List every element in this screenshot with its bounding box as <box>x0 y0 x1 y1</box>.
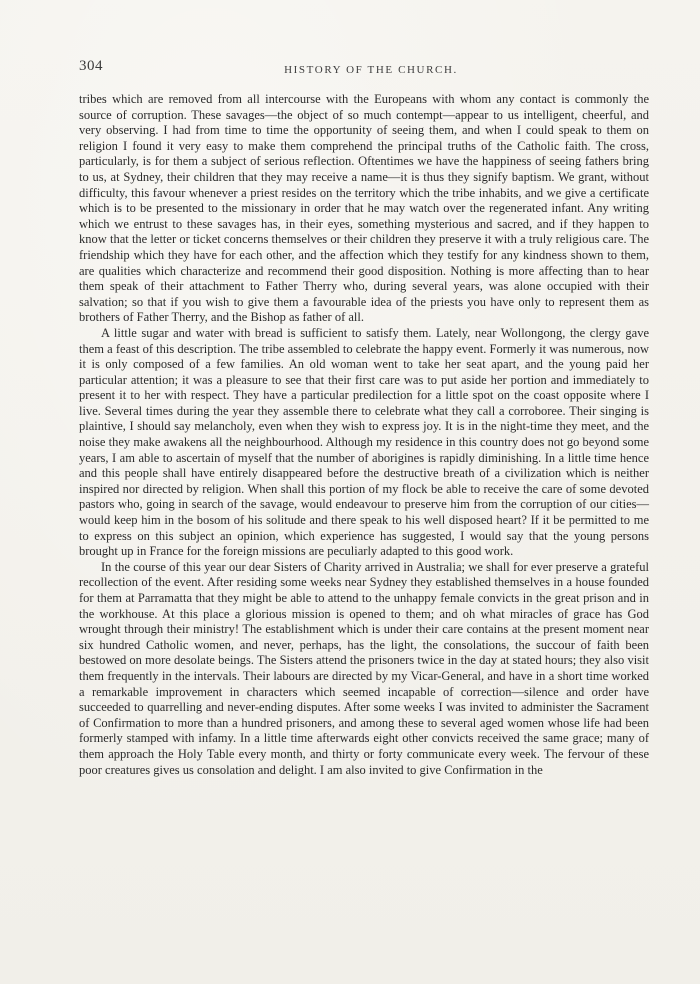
paragraph: In the course of this year our dear Sisters of Charity arrived in Australia; we shall for ever preserve a grateful recollection of the event. After residing some weeks near Sydney they established themselves in a house founded for them at Parramatta that they might be able to attend to the unhappy female convicts in the great prison and in the workhouse. At this place a glorious mission is opened to them; and oh what miracles of grace has God wrought through their ministry! The establishment which is under their care contains at the present moment near six hundred Catholic women, and never, perhaps, has the light, the consolations, the succour of faith been bestowed on more desolate beings. The Sisters attend the prisoners twice in the day at stated hours; they also visit them frequently in the intervals. Their labours are directed by my Vicar-General, and have in a short time worked a remarkable improvement in characters which seemed incapable of correction—silence and order have succeeded to quarrelling and never-ending disputes. After some weeks I was invited to administer the Sacrament of Confirmation to more than a hundred prisoners, and among these to several aged women whose life had been formerly stamped with infamy. In a little time afterwards eight other convicts received the same grace; many of them approach the Holy Table every month, and thirty or forty communicate every week. The fervour of these poor creatures gives us consolation and delight. I am also invited to give Confirmation in the <box>79 559 649 777</box>
page-number: 304 <box>79 58 103 74</box>
running-title: HISTORY OF THE CHURCH. <box>284 64 458 76</box>
body-text <box>79 92 649 778</box>
paragraph: tribes which are removed from all intercourse with the Europeans with whom any contact is commonly the source of corruption. These savages—the object of so much contempt—appear to us intelligent, cheerful, and very observing. I had from time to time the opportunity of seeing them, and when I could speak to them on religion I found it very easy to make them comprehend the principal truths of the Catholic faith. The cross, particularly, is for them a subject of serious reflection. Oftentimes we have the happiness of seeing fathers bring to us, at Sydney, their children that they may receive a name—it is thus they signify baptism. We grant, without difficulty, this favour whenever a priest resides on the territory which the tribe inhabits, and we give a certificate which is to be presented to the missionary in order that he may watch over the regenerated infant. Any writing which we entrust to these savages has, in their eyes, something mysterious and sacred, and if they happen to know that the letter or ticket concerns themselves or their children they preserve it with a truly religious care. The friendship which they have for each other, and the affection which they testify for any kindness shown to them, are qualities which characterize and recommend their good disposition. Nothing is more affecting than to hear them speak of their attachment to Father Therry who, during several years, was alone occupied with their salvation; so that if you wish to give them a favourable idea of the priests you have only to represent them as brothers of Father Therry, and the Bishop as father of all. <box>79 92 649 325</box>
paragraph: A little sugar and water with bread is sufficient to satisfy them. Lately, near Wollongong, the clergy gave them a feast of this description. The tribe assembled to celebrate the happy event. Formerly it was numerous, now it is only composed of a few families. An old woman went to take her seat apart, and the young paid her particular attention; it was a pleasure to see that their first care was to put aside her portion and immediately to present it to her with respect. They have a particular predilection for a little spot on the coast opposite where I live. Several times during the year they assemble there to celebrate what they call a corroboree. Their singing is plaintive, I should say melancholy, even when they wish to express joy. It is in the night-time they meet, and the noise they make awakens all the neighbourhood. Although my residence in this country does not go beyond some years, I am able to ascertain of myself that the number of aborigines is rapidly diminishing. In a little time hence and this people shall have entirely disappeared before the destructive breath of a civilization which is neither inspired nor directed by religion. When shall this portion of my flock be able to receive the care of some devoted pastors who, going in search of the savage, would endeavour to preserve him from the corruption of our cities—would keep him in the bosom of his solitude and there speak to his well disposed heart? If it be permitted to me to express on this subject an opinion, which experience has suggested, I would say that the young persons brought up in France for the foreign missions are peculiarly adapted to this good work. <box>79 325 649 559</box>
